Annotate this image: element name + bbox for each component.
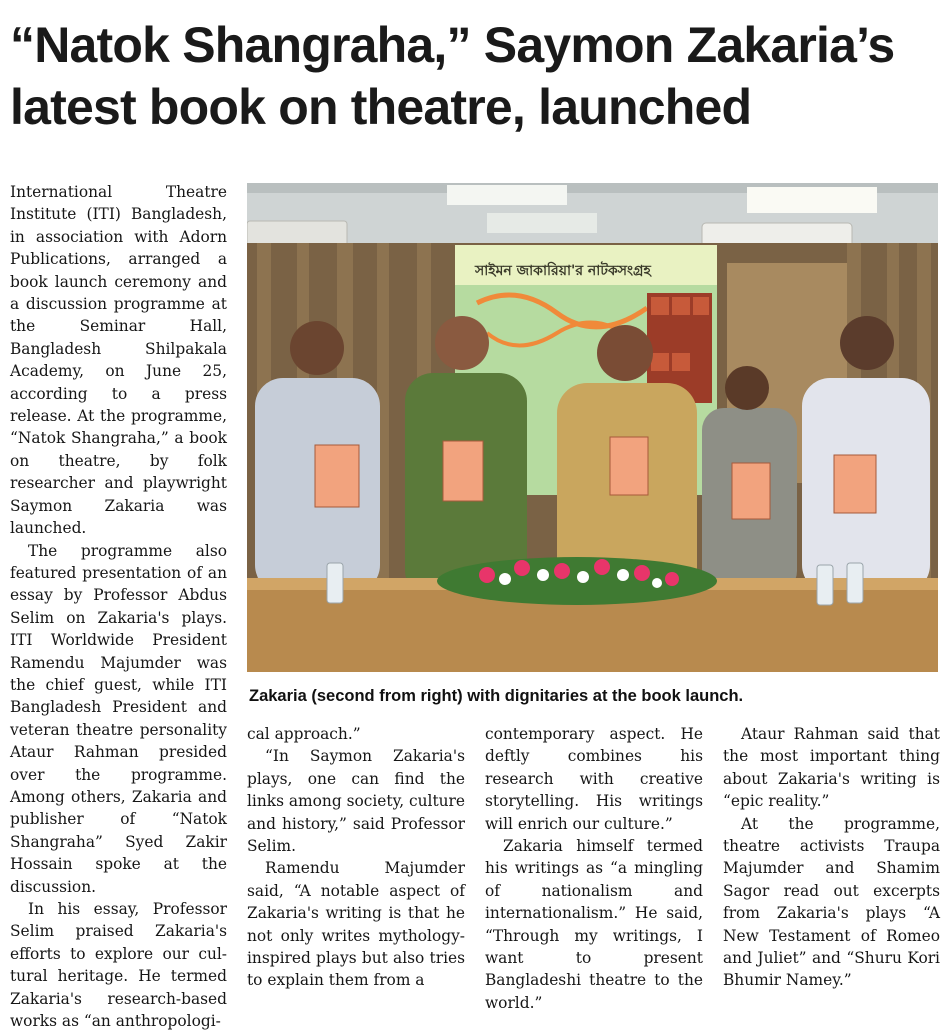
article-column-4 <box>723 723 940 992</box>
paragraph-essay-end: cal approach.” <box>247 725 361 743</box>
paragraph-majumder-start: Ramendu Majumder said, “A notable aspect of Zakaria's writing is that he not only writes mythology-inspired plays but also tries to explain them from a <box>247 859 465 990</box>
paragraph-essay-start: In his essay, Professor Selim praised Zakaria's efforts to explore our cultural heritage. He termed Zakaria's research-based works as “an anthropologi- <box>10 900 227 1031</box>
article-column-2 <box>247 723 465 992</box>
paragraph-selim-quote: “In Saymon Zakaria's plays, one can find the links among society, culture and history,” said Professor Selim. <box>247 747 466 856</box>
photo-caption: Zakaria (second from right) with dignitaries at the book launch. <box>249 687 744 705</box>
article-column-1 <box>10 181 227 1032</box>
article-column-3 <box>485 723 703 1014</box>
paragraph-programme: The programme also featured presentation of an essay by Professor Abdus Selim on Zakaria's plays. ITI Worldwide President Ramendu Majumder was the chief guest, while ITI Bangladesh President and veteran theatre personality Ataur Rahman presided over the programme. Among others, Zakaria and publisher of “Natok Shangraha” Syed Zakir Hossain spoke at the discussion. <box>10 541 227 896</box>
paragraph-intro: International Theatre Institute (ITI) Bangladesh, in association with Adorn Publications, arranged a book launch ceremony and a discussion programme at the Seminar Hall, Bangladesh Shilpakala Academy, on June 25, according to a press release. At the programme, “Natok Shangraha,” a book on theatre, by folk researcher and playwright Saymon Zakaria was launched. <box>10 183 227 538</box>
headline: “Natok Shangraha,” Saymon Zakaria’s latest book on theatre, launched <box>10 17 895 135</box>
paragraph-zakaria-quote: Zakaria himself termed his writings as “a mingling of nationalism and internationalism.” He said, “Through my writings, I want to present Bangladeshi theatre to the world.” <box>485 837 703 1012</box>
paragraph-readings: At the programme, theatre activists Traupa Majumder and Shamim Sagor read out excerpts from Zakaria's plays “A New Testament of Romeo and Juliet” and “Shuru Kori Bhumir Namey.” <box>723 814 940 990</box>
book-launch-photo <box>247 183 938 672</box>
paragraph-rahman-quote: Ataur Rahman said that the most important thing about Zakaria's writing is “epic reality.” <box>723 725 940 811</box>
banner-text: সাইমন জাকারিয়া'র নাটকসংগ্রহ <box>475 263 651 279</box>
paragraph-majumder-end: contemporary aspect. He deftly combines his research with creative storytelling. His writings will enrich our culture.” <box>485 725 703 833</box>
